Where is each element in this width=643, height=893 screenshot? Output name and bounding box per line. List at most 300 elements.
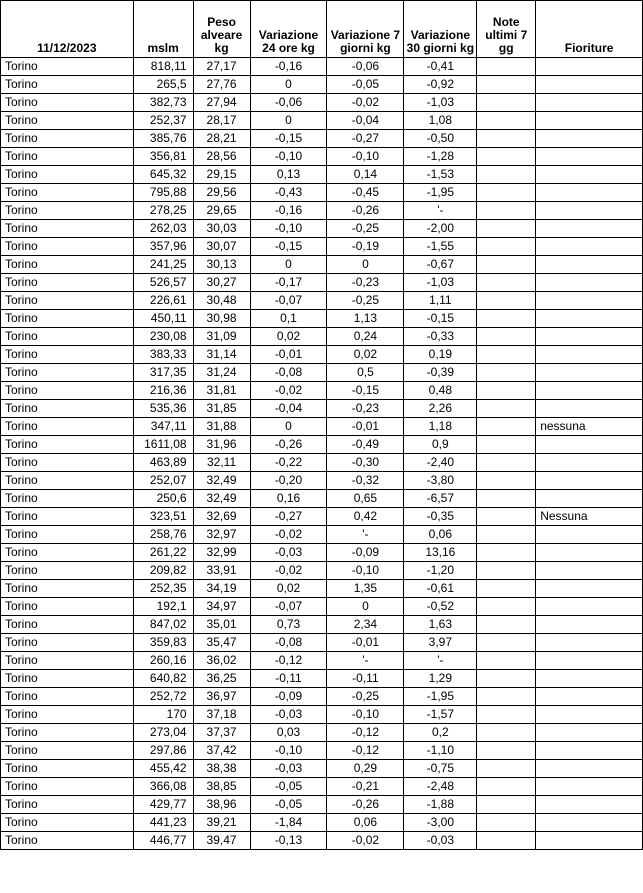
- table-row: [1, 418, 643, 436]
- cell-altitude: 359,83: [133, 634, 193, 652]
- cell-blooms: [536, 472, 643, 490]
- table-row: [1, 670, 643, 688]
- cell-blooms: [536, 238, 643, 256]
- cell-var-7d: -0,05: [327, 76, 404, 94]
- cell-city: Torino: [1, 724, 134, 742]
- cell-var-30d: -0,39: [404, 364, 477, 382]
- cell-var-30d: -1,03: [404, 94, 477, 112]
- cell-weight: 32,49: [193, 490, 250, 508]
- cell-var-7d: -0,01: [327, 634, 404, 652]
- cell-var-7d: -0,25: [327, 292, 404, 310]
- cell-notes: [477, 328, 536, 346]
- cell-notes: [477, 634, 536, 652]
- header-altitude: mslm: [133, 1, 193, 58]
- cell-blooms: [536, 148, 643, 166]
- cell-city: Torino: [1, 436, 134, 454]
- cell-weight: 30,27: [193, 274, 250, 292]
- cell-var-30d: -1,95: [404, 688, 477, 706]
- cell-notes: [477, 274, 536, 292]
- cell-var-24h: -0,03: [250, 544, 327, 562]
- cell-var-24h: -0,02: [250, 526, 327, 544]
- cell-weight: 30,98: [193, 310, 250, 328]
- cell-altitude: 818,11: [133, 58, 193, 76]
- cell-var-7d: 0,14: [327, 166, 404, 184]
- cell-var-7d: 0,42: [327, 508, 404, 526]
- cell-var-24h: -0,01: [250, 346, 327, 364]
- cell-altitude: 526,57: [133, 274, 193, 292]
- cell-var-7d: -0,12: [327, 724, 404, 742]
- cell-city: Torino: [1, 274, 134, 292]
- cell-altitude: 216,36: [133, 382, 193, 400]
- cell-var-30d: 1,63: [404, 616, 477, 634]
- table-row: [1, 184, 643, 202]
- cell-altitude: 262,03: [133, 220, 193, 238]
- cell-city: Torino: [1, 508, 134, 526]
- cell-var-24h: -0,06: [250, 94, 327, 112]
- cell-var-7d: -0,23: [327, 274, 404, 292]
- cell-blooms: [536, 382, 643, 400]
- header-variation-7d: Variazione 7 giorni kg: [327, 1, 404, 58]
- cell-blooms: [536, 256, 643, 274]
- cell-var-7d: -0,02: [327, 832, 404, 850]
- cell-blooms: [536, 130, 643, 148]
- cell-var-30d: -6,57: [404, 490, 477, 508]
- cell-var-30d: -1,20: [404, 562, 477, 580]
- cell-var-30d: -2,00: [404, 220, 477, 238]
- cell-city: Torino: [1, 778, 134, 796]
- header-variation-24h: Variazione 24 ore kg: [250, 1, 327, 58]
- cell-notes: [477, 742, 536, 760]
- cell-var-24h: -0,08: [250, 364, 327, 382]
- cell-var-30d: 0,06: [404, 526, 477, 544]
- cell-var-30d: -1,53: [404, 166, 477, 184]
- cell-altitude: 226,61: [133, 292, 193, 310]
- cell-notes: [477, 112, 536, 130]
- cell-var-30d: -0,50: [404, 130, 477, 148]
- table-row: [1, 220, 643, 238]
- cell-var-7d: -0,25: [327, 220, 404, 238]
- cell-notes: [477, 202, 536, 220]
- table-row: [1, 328, 643, 346]
- cell-var-30d: 1,18: [404, 418, 477, 436]
- cell-var-30d: -2,48: [404, 778, 477, 796]
- cell-var-24h: -0,07: [250, 292, 327, 310]
- cell-var-24h: 0: [250, 112, 327, 130]
- cell-weight: 37,42: [193, 742, 250, 760]
- cell-city: Torino: [1, 382, 134, 400]
- table-row: [1, 148, 643, 166]
- cell-blooms: [536, 706, 643, 724]
- cell-notes: [477, 598, 536, 616]
- cell-var-7d: -0,15: [327, 382, 404, 400]
- cell-altitude: 382,73: [133, 94, 193, 112]
- cell-var-7d: 0: [327, 598, 404, 616]
- cell-altitude: 252,35: [133, 580, 193, 598]
- cell-var-7d: -0,32: [327, 472, 404, 490]
- header-blooms: Fioriture: [536, 1, 643, 58]
- cell-var-30d: 3,97: [404, 634, 477, 652]
- table-row: [1, 256, 643, 274]
- cell-notes: [477, 652, 536, 670]
- cell-weight: 28,56: [193, 148, 250, 166]
- cell-weight: 32,69: [193, 508, 250, 526]
- header-weight: Peso alveare kg: [193, 1, 250, 58]
- cell-altitude: 209,82: [133, 562, 193, 580]
- cell-var-7d: 0: [327, 256, 404, 274]
- cell-weight: 30,07: [193, 238, 250, 256]
- cell-var-24h: 0: [250, 256, 327, 274]
- cell-var-30d: -1,57: [404, 706, 477, 724]
- cell-var-30d: 1,11: [404, 292, 477, 310]
- cell-blooms: [536, 544, 643, 562]
- cell-var-24h: -0,22: [250, 454, 327, 472]
- cell-altitude: 429,77: [133, 796, 193, 814]
- cell-altitude: 278,25: [133, 202, 193, 220]
- table-row: [1, 832, 643, 850]
- cell-city: Torino: [1, 238, 134, 256]
- cell-var-24h: 0: [250, 76, 327, 94]
- cell-city: Torino: [1, 130, 134, 148]
- cell-blooms: [536, 634, 643, 652]
- cell-notes: [477, 364, 536, 382]
- cell-var-24h: -0,02: [250, 382, 327, 400]
- table-row: [1, 490, 643, 508]
- cell-weight: 29,65: [193, 202, 250, 220]
- cell-altitude: 357,96: [133, 238, 193, 256]
- cell-var-30d: -0,41: [404, 58, 477, 76]
- cell-var-7d: -0,01: [327, 418, 404, 436]
- cell-notes: [477, 58, 536, 76]
- cell-weight: 30,48: [193, 292, 250, 310]
- cell-notes: [477, 454, 536, 472]
- cell-blooms: [536, 166, 643, 184]
- table-row: [1, 688, 643, 706]
- cell-var-7d: '-: [327, 652, 404, 670]
- cell-altitude: 795,88: [133, 184, 193, 202]
- cell-altitude: 323,51: [133, 508, 193, 526]
- cell-weight: 37,37: [193, 724, 250, 742]
- cell-blooms: [536, 400, 643, 418]
- cell-var-7d: 2,34: [327, 616, 404, 634]
- cell-weight: 31,09: [193, 328, 250, 346]
- table-row: [1, 652, 643, 670]
- cell-city: Torino: [1, 292, 134, 310]
- header-row: [1, 1, 643, 58]
- cell-blooms: [536, 724, 643, 742]
- table-row: [1, 724, 643, 742]
- cell-notes: [477, 130, 536, 148]
- cell-blooms: [536, 778, 643, 796]
- cell-altitude: 265,5: [133, 76, 193, 94]
- cell-city: Torino: [1, 706, 134, 724]
- cell-weight: 32,11: [193, 454, 250, 472]
- cell-var-24h: 0,16: [250, 490, 327, 508]
- cell-city: Torino: [1, 112, 134, 130]
- cell-weight: 31,81: [193, 382, 250, 400]
- cell-city: Torino: [1, 652, 134, 670]
- table-row: [1, 706, 643, 724]
- cell-var-24h: -0,20: [250, 472, 327, 490]
- cell-var-7d: -0,10: [327, 562, 404, 580]
- cell-var-24h: -0,16: [250, 202, 327, 220]
- cell-weight: 31,14: [193, 346, 250, 364]
- cell-altitude: 252,07: [133, 472, 193, 490]
- cell-blooms: [536, 328, 643, 346]
- cell-var-24h: -0,05: [250, 778, 327, 796]
- cell-city: Torino: [1, 364, 134, 382]
- cell-var-24h: 0,13: [250, 166, 327, 184]
- cell-altitude: 317,35: [133, 364, 193, 382]
- cell-var-30d: -0,75: [404, 760, 477, 778]
- cell-var-30d: -0,35: [404, 508, 477, 526]
- cell-var-24h: 0,73: [250, 616, 327, 634]
- cell-var-7d: 0,5: [327, 364, 404, 382]
- cell-altitude: 230,08: [133, 328, 193, 346]
- cell-blooms: [536, 742, 643, 760]
- cell-blooms: [536, 310, 643, 328]
- cell-weight: 30,13: [193, 256, 250, 274]
- cell-weight: 29,56: [193, 184, 250, 202]
- cell-altitude: 347,11: [133, 418, 193, 436]
- cell-var-30d: 1,29: [404, 670, 477, 688]
- cell-notes: [477, 346, 536, 364]
- cell-blooms: Nessuna: [536, 508, 643, 526]
- cell-city: Torino: [1, 454, 134, 472]
- cell-blooms: nessuna: [536, 418, 643, 436]
- cell-altitude: 170: [133, 706, 193, 724]
- cell-blooms: [536, 580, 643, 598]
- cell-blooms: [536, 598, 643, 616]
- cell-var-24h: -0,15: [250, 238, 327, 256]
- table-row: [1, 634, 643, 652]
- cell-altitude: 385,76: [133, 130, 193, 148]
- table-row: [1, 472, 643, 490]
- cell-city: Torino: [1, 580, 134, 598]
- cell-weight: 36,97: [193, 688, 250, 706]
- table-row: [1, 580, 643, 598]
- cell-city: Torino: [1, 796, 134, 814]
- cell-notes: [477, 472, 536, 490]
- header-variation-30d: Variazione 30 giorni kg: [404, 1, 477, 58]
- cell-var-7d: -0,45: [327, 184, 404, 202]
- cell-city: Torino: [1, 832, 134, 850]
- cell-blooms: [536, 688, 643, 706]
- cell-weight: 39,47: [193, 832, 250, 850]
- cell-altitude: 446,77: [133, 832, 193, 850]
- cell-notes: [477, 148, 536, 166]
- cell-city: Torino: [1, 202, 134, 220]
- cell-var-24h: -0,10: [250, 148, 327, 166]
- header-date: 11/12/2023: [1, 1, 134, 58]
- cell-var-7d: 1,13: [327, 310, 404, 328]
- cell-var-7d: 0,29: [327, 760, 404, 778]
- cell-notes: [477, 724, 536, 742]
- cell-var-7d: 0,24: [327, 328, 404, 346]
- cell-weight: 28,21: [193, 130, 250, 148]
- cell-var-30d: -3,80: [404, 472, 477, 490]
- cell-notes: [477, 436, 536, 454]
- cell-blooms: [536, 202, 643, 220]
- cell-var-24h: -0,15: [250, 130, 327, 148]
- cell-var-24h: -0,03: [250, 760, 327, 778]
- cell-altitude: 463,89: [133, 454, 193, 472]
- table-row: [1, 202, 643, 220]
- cell-city: Torino: [1, 670, 134, 688]
- cell-var-7d: -0,10: [327, 148, 404, 166]
- cell-city: Torino: [1, 166, 134, 184]
- cell-altitude: 383,33: [133, 346, 193, 364]
- header-notes: Note ultimi 7 gg: [477, 1, 536, 58]
- cell-var-30d: -0,52: [404, 598, 477, 616]
- table-row: [1, 274, 643, 292]
- cell-blooms: [536, 814, 643, 832]
- table-row: [1, 796, 643, 814]
- cell-notes: [477, 94, 536, 112]
- cell-var-24h: 0,02: [250, 328, 327, 346]
- cell-altitude: 535,36: [133, 400, 193, 418]
- cell-notes: [477, 706, 536, 724]
- cell-var-7d: -0,23: [327, 400, 404, 418]
- cell-var-24h: -0,12: [250, 652, 327, 670]
- cell-var-30d: -1,88: [404, 796, 477, 814]
- cell-blooms: [536, 796, 643, 814]
- cell-var-7d: -0,26: [327, 796, 404, 814]
- cell-var-24h: 0,02: [250, 580, 327, 598]
- cell-blooms: [536, 94, 643, 112]
- cell-var-30d: -3,00: [404, 814, 477, 832]
- cell-var-7d: -0,10: [327, 706, 404, 724]
- cell-altitude: 450,11: [133, 310, 193, 328]
- cell-notes: [477, 796, 536, 814]
- cell-notes: [477, 580, 536, 598]
- table-row: [1, 166, 643, 184]
- table-row: [1, 436, 643, 454]
- cell-city: Torino: [1, 544, 134, 562]
- cell-var-24h: -0,26: [250, 436, 327, 454]
- cell-weight: 30,03: [193, 220, 250, 238]
- cell-weight: 38,38: [193, 760, 250, 778]
- table-row: [1, 616, 643, 634]
- cell-weight: 27,76: [193, 76, 250, 94]
- cell-blooms: [536, 490, 643, 508]
- cell-city: Torino: [1, 94, 134, 112]
- cell-var-7d: -0,21: [327, 778, 404, 796]
- table-row: [1, 742, 643, 760]
- cell-city: Torino: [1, 742, 134, 760]
- cell-var-30d: 0,9: [404, 436, 477, 454]
- cell-var-7d: -0,49: [327, 436, 404, 454]
- cell-blooms: [536, 832, 643, 850]
- cell-blooms: [536, 274, 643, 292]
- cell-var-7d: -0,27: [327, 130, 404, 148]
- cell-weight: 31,85: [193, 400, 250, 418]
- cell-weight: 29,15: [193, 166, 250, 184]
- cell-weight: 39,21: [193, 814, 250, 832]
- cell-blooms: [536, 652, 643, 670]
- cell-notes: [477, 526, 536, 544]
- cell-var-7d: -0,19: [327, 238, 404, 256]
- table-row: [1, 58, 643, 76]
- cell-blooms: [536, 436, 643, 454]
- cell-weight: 32,99: [193, 544, 250, 562]
- cell-notes: [477, 238, 536, 256]
- cell-notes: [477, 400, 536, 418]
- cell-var-30d: 0,19: [404, 346, 477, 364]
- cell-city: Torino: [1, 58, 134, 76]
- cell-city: Torino: [1, 472, 134, 490]
- cell-notes: [477, 166, 536, 184]
- cell-var-7d: -0,12: [327, 742, 404, 760]
- cell-altitude: 366,08: [133, 778, 193, 796]
- cell-city: Torino: [1, 148, 134, 166]
- cell-altitude: 455,42: [133, 760, 193, 778]
- cell-altitude: 273,04: [133, 724, 193, 742]
- cell-altitude: 640,82: [133, 670, 193, 688]
- cell-var-7d: 1,35: [327, 580, 404, 598]
- table-row: [1, 130, 643, 148]
- cell-var-24h: -0,04: [250, 400, 327, 418]
- cell-notes: [477, 310, 536, 328]
- cell-var-7d: -0,09: [327, 544, 404, 562]
- cell-weight: 28,17: [193, 112, 250, 130]
- cell-var-30d: 13,16: [404, 544, 477, 562]
- cell-var-7d: -0,04: [327, 112, 404, 130]
- cell-blooms: [536, 292, 643, 310]
- cell-var-24h: -0,17: [250, 274, 327, 292]
- cell-notes: [477, 490, 536, 508]
- cell-weight: 36,25: [193, 670, 250, 688]
- cell-city: Torino: [1, 256, 134, 274]
- cell-weight: 38,96: [193, 796, 250, 814]
- cell-var-30d: -1,55: [404, 238, 477, 256]
- cell-city: Torino: [1, 184, 134, 202]
- cell-notes: [477, 292, 536, 310]
- cell-altitude: 260,16: [133, 652, 193, 670]
- cell-var-30d: '-: [404, 652, 477, 670]
- cell-var-24h: 0: [250, 418, 327, 436]
- cell-altitude: 252,72: [133, 688, 193, 706]
- table-row: [1, 544, 643, 562]
- cell-var-30d: -1,10: [404, 742, 477, 760]
- cell-notes: [477, 814, 536, 832]
- cell-var-7d: '-: [327, 526, 404, 544]
- cell-var-30d: -1,28: [404, 148, 477, 166]
- table-row: [1, 346, 643, 364]
- cell-city: Torino: [1, 526, 134, 544]
- cell-var-24h: -0,10: [250, 742, 327, 760]
- table-row: [1, 292, 643, 310]
- cell-weight: 38,85: [193, 778, 250, 796]
- cell-var-7d: -0,11: [327, 670, 404, 688]
- cell-notes: [477, 760, 536, 778]
- table-row: [1, 760, 643, 778]
- cell-notes: [477, 418, 536, 436]
- cell-var-30d: -0,03: [404, 832, 477, 850]
- cell-blooms: [536, 346, 643, 364]
- cell-var-24h: -0,09: [250, 688, 327, 706]
- table-row: [1, 526, 643, 544]
- cell-blooms: [536, 760, 643, 778]
- table-body: [1, 58, 643, 850]
- cell-blooms: [536, 562, 643, 580]
- cell-blooms: [536, 670, 643, 688]
- cell-var-30d: -0,92: [404, 76, 477, 94]
- cell-weight: 31,96: [193, 436, 250, 454]
- table-row: [1, 310, 643, 328]
- cell-altitude: 261,22: [133, 544, 193, 562]
- cell-weight: 36,02: [193, 652, 250, 670]
- cell-var-24h: -0,08: [250, 634, 327, 652]
